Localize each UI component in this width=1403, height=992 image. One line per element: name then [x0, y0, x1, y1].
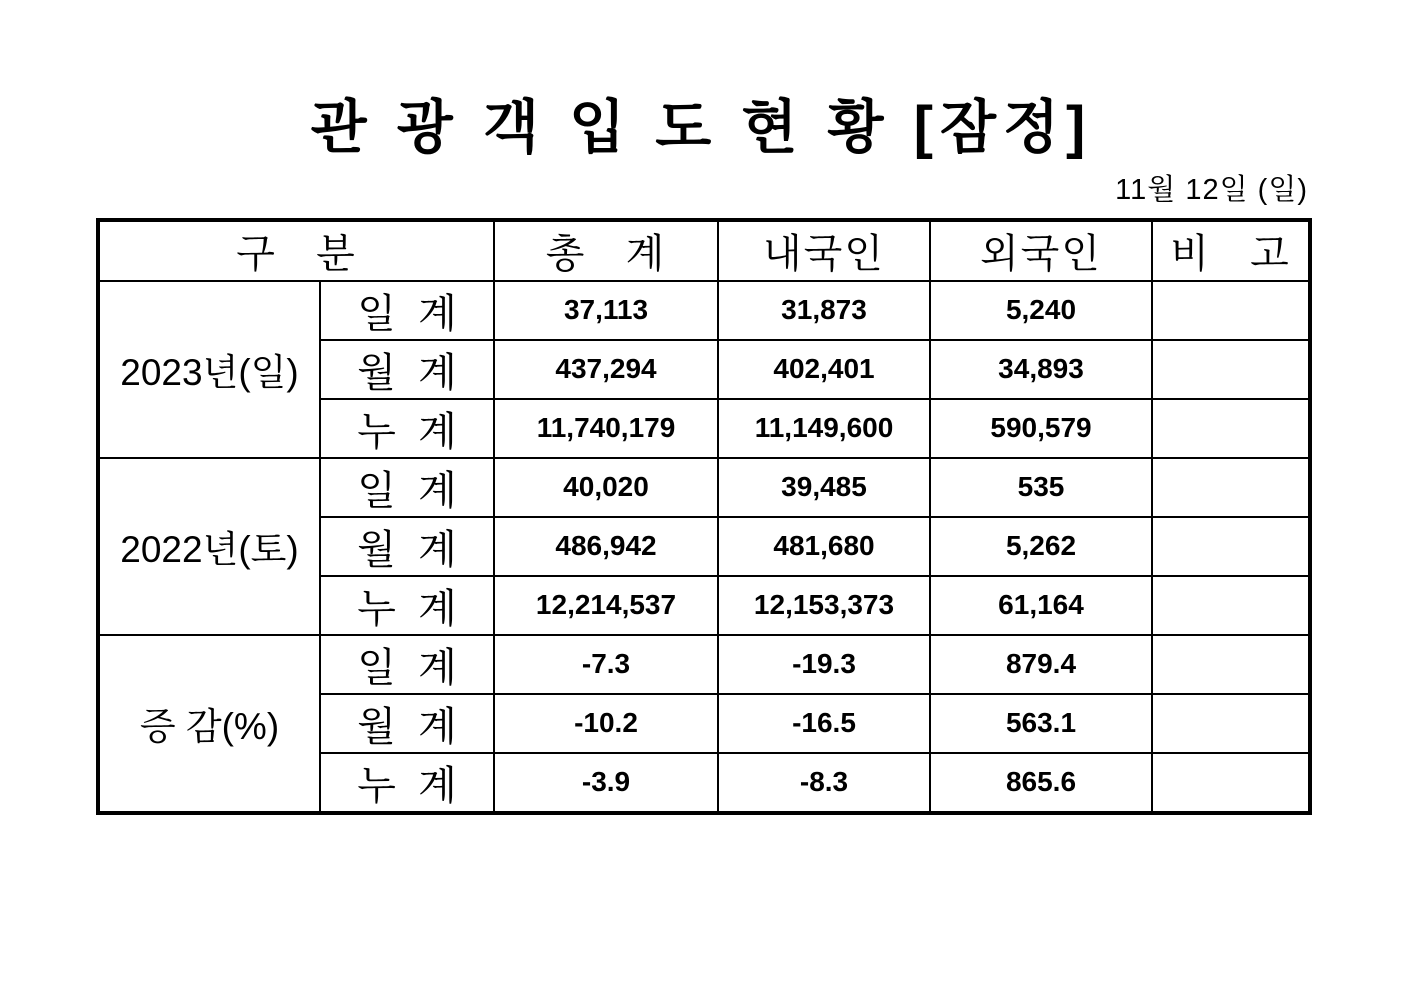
row-label: 월 계: [320, 340, 494, 399]
group-label-change: 증 감(%): [98, 635, 320, 813]
row-label: 일 계: [320, 458, 494, 517]
value-total: -3.9: [494, 753, 718, 813]
value-foreign: 563.1: [930, 694, 1152, 753]
row-label: 일 계: [320, 281, 494, 340]
group-label-2023: 2023년(일): [98, 281, 320, 458]
value-domestic: -8.3: [718, 753, 930, 813]
value-domestic: 481,680: [718, 517, 930, 576]
value-total: 486,942: [494, 517, 718, 576]
table-row: [98, 458, 1310, 517]
header-category: 구 분: [98, 220, 494, 281]
value-domestic: 31,873: [718, 281, 930, 340]
date-label: 11월 12일 (일): [1115, 173, 1308, 206]
value-total: 437,294: [494, 340, 718, 399]
value-total: 12,214,537: [494, 576, 718, 635]
note-cell: [1152, 694, 1310, 753]
value-total: -7.3: [494, 635, 718, 694]
header-domestic: 내국인: [718, 220, 930, 281]
table-row: [98, 635, 1310, 694]
value-domestic: 402,401: [718, 340, 930, 399]
row-label: 월 계: [320, 694, 494, 753]
value-foreign: 590,579: [930, 399, 1152, 458]
row-label: 누 계: [320, 576, 494, 635]
note-cell: [1152, 399, 1310, 458]
value-domestic: 12,153,373: [718, 576, 930, 635]
note-cell: [1152, 576, 1310, 635]
header-note: 비 고: [1152, 220, 1310, 281]
note-cell: [1152, 281, 1310, 340]
note-cell: [1152, 458, 1310, 517]
note-cell: [1152, 753, 1310, 813]
row-label: 누 계: [320, 399, 494, 458]
value-domestic: 39,485: [718, 458, 930, 517]
note-cell: [1152, 635, 1310, 694]
value-domestic: 11,149,600: [718, 399, 930, 458]
header-foreign: 외국인: [930, 220, 1152, 281]
note-cell: [1152, 517, 1310, 576]
value-foreign: 5,240: [930, 281, 1152, 340]
value-foreign: 879.4: [930, 635, 1152, 694]
row-label: 누 계: [320, 753, 494, 813]
row-label: 월 계: [320, 517, 494, 576]
value-total: 37,113: [494, 281, 718, 340]
value-total: 40,020: [494, 458, 718, 517]
header-total: 총 계: [494, 220, 718, 281]
value-total: -10.2: [494, 694, 718, 753]
row-label: 일 계: [320, 635, 494, 694]
value-total: 11,740,179: [494, 399, 718, 458]
value-domestic: -16.5: [718, 694, 930, 753]
value-foreign: 535: [930, 458, 1152, 517]
value-foreign: 865.6: [930, 753, 1152, 813]
value-domestic: -19.3: [718, 635, 930, 694]
table-header-row: [98, 220, 1310, 281]
value-foreign: 61,164: [930, 576, 1152, 635]
note-cell: [1152, 340, 1310, 399]
tourist-arrival-table: [96, 218, 1312, 815]
group-label-2022: 2022년(토): [98, 458, 320, 635]
table-row: [98, 281, 1310, 340]
value-foreign: 34,893: [930, 340, 1152, 399]
page-title: 관 광 객 입 도 현 황 [잠정]: [310, 95, 1093, 160]
value-foreign: 5,262: [930, 517, 1152, 576]
